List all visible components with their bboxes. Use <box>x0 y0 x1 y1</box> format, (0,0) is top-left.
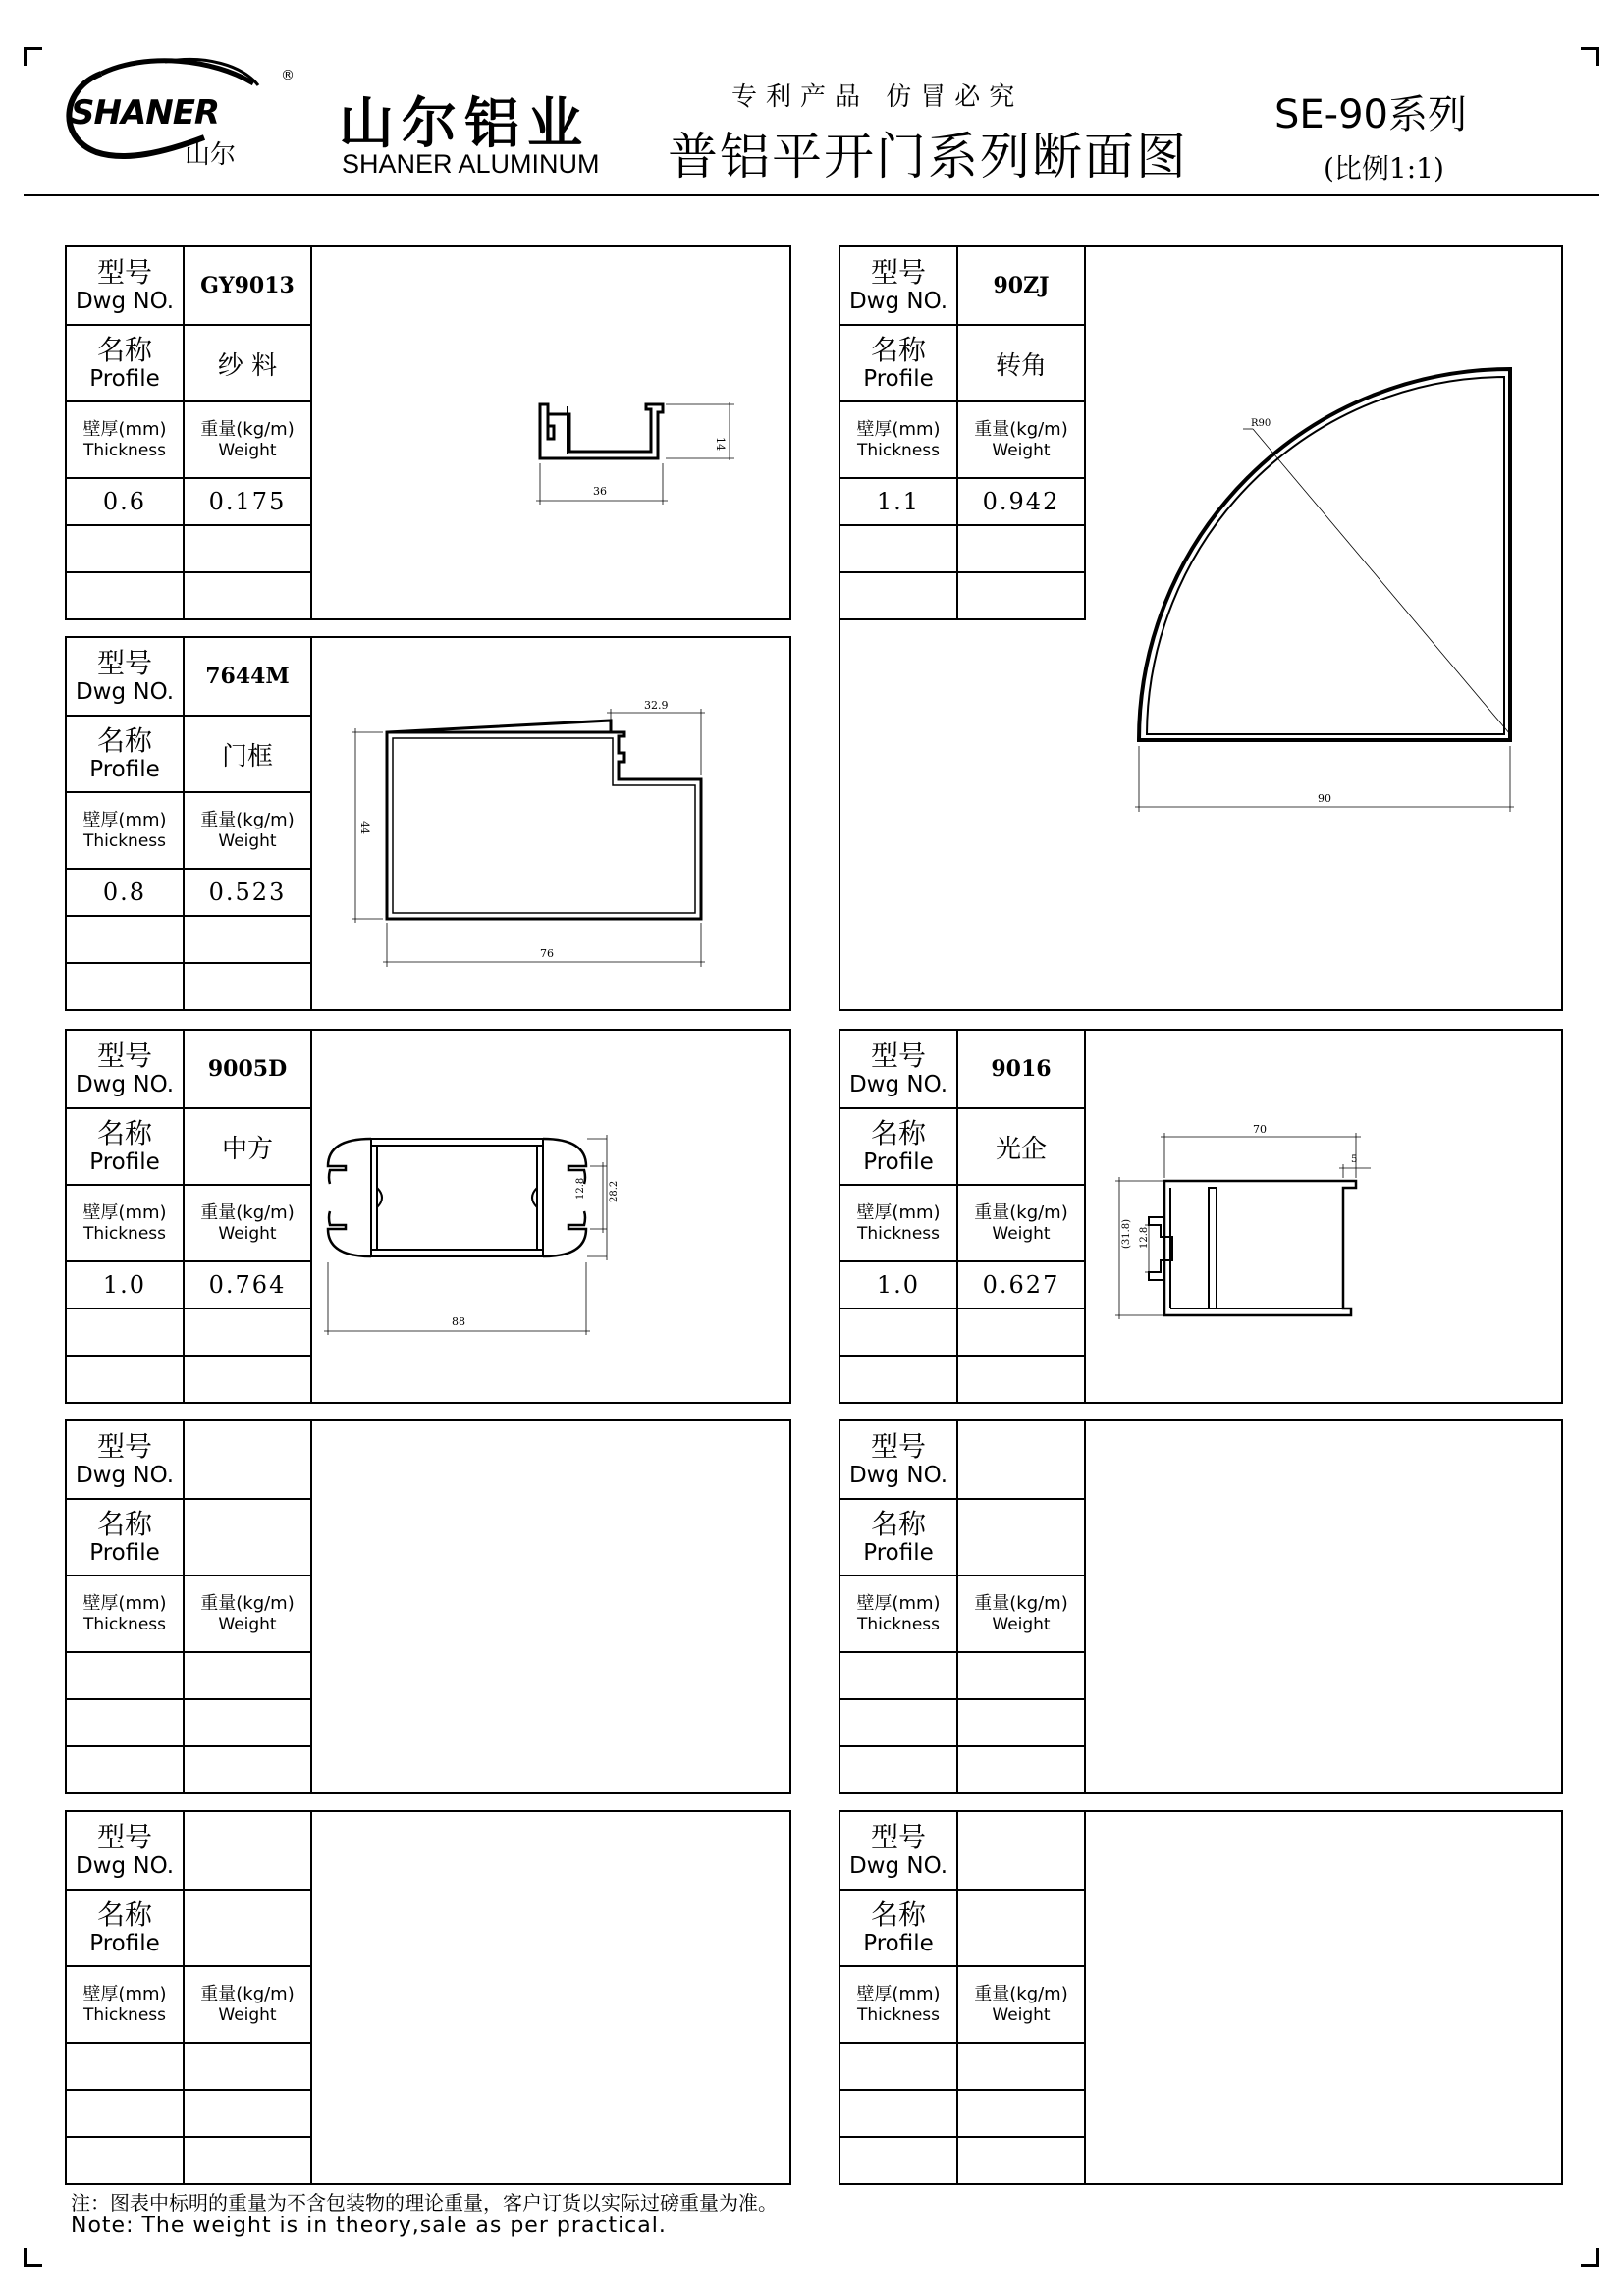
dwg-label: 型号 Dwg NO. <box>840 1031 958 1109</box>
profile-value: 光企 <box>958 1109 1086 1186</box>
profile-panel-gy9013 <box>65 245 791 620</box>
logo-cn-text: 山尔 <box>185 140 237 170</box>
thickness-value <box>67 1653 185 1700</box>
profile-label: 名称 Profile <box>840 1891 958 1967</box>
thickness-label: 壁厚(mm) Thickness <box>67 402 185 479</box>
spec-table <box>67 1812 310 2183</box>
profile-value <box>185 1891 312 1967</box>
empty-cell <box>958 1700 1086 1747</box>
empty-cell <box>185 917 312 964</box>
company-logo <box>57 54 295 172</box>
weight-value <box>958 1653 1086 1700</box>
dwg-label: 型号 Dwg NO. <box>67 638 185 717</box>
thickness-value <box>840 2044 958 2091</box>
weight-value: 0.627 <box>958 1262 1086 1309</box>
weight-value <box>185 1653 312 1700</box>
profile-label: 名称 Profile <box>840 1109 958 1186</box>
empty-cell <box>958 1309 1086 1357</box>
profile-label: 名称 Profile <box>840 326 958 402</box>
profile-drawing-7644m <box>312 638 789 1009</box>
footer-note-cn: 注：图表中标明的重量为不含包装物的理论重量，客户订货以实际过磅重量为准。 <box>71 2191 778 2215</box>
spec-table <box>840 1031 1084 1402</box>
empty-cell <box>958 1357 1086 1404</box>
weight-label: 重量(kg/m) Weight <box>958 1967 1086 2044</box>
empty-cell <box>67 917 185 964</box>
dwg-label: 型号 Dwg NO. <box>67 1421 185 1500</box>
empty-cell <box>67 573 185 620</box>
empty-cell <box>185 1357 312 1404</box>
empty-cell <box>185 526 312 573</box>
profile-panel-empty <box>839 1810 1563 2185</box>
profile-value <box>958 1500 1086 1576</box>
empty-cell <box>185 1700 312 1747</box>
registered-mark: ® <box>281 68 295 83</box>
empty-cell <box>840 1747 958 1794</box>
empty-cell <box>67 1700 185 1747</box>
empty-cell <box>185 573 312 620</box>
profile-label: 名称 Profile <box>67 1891 185 1967</box>
thickness-label: 壁厚(mm) Thickness <box>67 793 185 870</box>
empty-cell <box>840 1357 958 1404</box>
empty-cell <box>67 1357 185 1404</box>
empty-cell <box>185 964 312 1011</box>
profile-panel-9005d <box>65 1029 791 1404</box>
empty-cell <box>840 1309 958 1357</box>
profile-value <box>185 1500 312 1576</box>
empty-cell <box>958 2091 1086 2138</box>
crop-mark-top-left <box>24 47 42 66</box>
dim-height-label: 44 <box>358 821 371 834</box>
thickness-value: 0.8 <box>67 870 185 917</box>
profile-value: 转角 <box>958 326 1086 402</box>
crop-mark-bottom-left <box>24 2248 42 2267</box>
crop-mark-top-right <box>1581 47 1599 66</box>
empty-cell <box>67 2091 185 2138</box>
empty-cell <box>840 1700 958 1747</box>
empty-cell <box>185 2091 312 2138</box>
dim-height-label: 28.2 <box>609 1180 620 1202</box>
weight-label: 重量(kg/m) Weight <box>958 1576 1086 1653</box>
series-label: SE-90系列 <box>1274 92 1467 137</box>
dim-width-label: 76 <box>540 947 554 960</box>
dwg-label: 型号 Dwg NO. <box>840 247 958 326</box>
profile-value: 纱 料 <box>185 326 312 402</box>
thickness-label: 壁厚(mm) Thickness <box>67 1576 185 1653</box>
thickness-label: 壁厚(mm) Thickness <box>840 402 958 479</box>
thickness-label: 壁厚(mm) Thickness <box>67 1186 185 1262</box>
empty-cell <box>67 1309 185 1357</box>
dim-width-label: 88 <box>452 1315 465 1328</box>
spec-table <box>67 247 310 618</box>
weight-label: 重量(kg/m) Weight <box>185 1186 312 1262</box>
empty-cell <box>67 2138 185 2185</box>
thickness-label: 壁厚(mm) Thickness <box>840 1967 958 2044</box>
dwg-label: 型号 Dwg NO. <box>67 1031 185 1109</box>
weight-label: 重量(kg/m) Weight <box>185 1576 312 1653</box>
brand-name-cn: 山尔铝业 <box>339 92 590 156</box>
spec-table <box>840 1421 1084 1792</box>
dim-radius-label: R90 <box>1251 418 1271 429</box>
profile-drawing-gy9013 <box>312 247 789 618</box>
dwg-value: 7644M <box>185 638 312 717</box>
empty-cell <box>840 2138 958 2185</box>
empty-cell <box>958 1747 1086 1794</box>
empty-cell <box>185 2138 312 2185</box>
profile-panel-9016 <box>839 1029 1563 1404</box>
weight-value <box>958 2044 1086 2091</box>
dwg-label: 型号 Dwg NO. <box>67 247 185 326</box>
weight-label: 重量(kg/m) Weight <box>185 793 312 870</box>
empty-cell <box>958 2138 1086 2185</box>
crop-mark-bottom-right <box>1581 2248 1599 2267</box>
profile-label: 名称 Profile <box>67 326 185 402</box>
empty-cell <box>185 1747 312 1794</box>
dwg-value: GY9013 <box>185 247 312 326</box>
weight-value: 0.175 <box>185 479 312 526</box>
empty-cell <box>840 2091 958 2138</box>
spec-table <box>67 1031 310 1402</box>
thickness-value: 1.0 <box>67 1262 185 1309</box>
profile-panel-90zj <box>839 245 1563 1011</box>
empty-cell <box>67 526 185 573</box>
profile-value: 门框 <box>185 717 312 793</box>
thickness-value <box>840 1653 958 1700</box>
thickness-label: 壁厚(mm) Thickness <box>840 1576 958 1653</box>
empty-cell <box>185 1309 312 1357</box>
logo-text: SHANER <box>71 93 220 133</box>
thickness-value: 0.6 <box>67 479 185 526</box>
weight-value: 0.942 <box>958 479 1086 526</box>
profile-panel-empty <box>65 1419 791 1794</box>
profile-value: 中方 <box>185 1109 312 1186</box>
profile-panel-empty <box>65 1810 791 2185</box>
profile-panel-7644m <box>65 636 791 1011</box>
profile-value <box>958 1891 1086 1967</box>
dwg-value <box>185 1812 312 1891</box>
weight-value: 0.764 <box>185 1262 312 1309</box>
dwg-value: 9005D <box>185 1031 312 1109</box>
weight-label: 重量(kg/m) Weight <box>958 402 1086 479</box>
footer-note-en: Note: The weight is in theory,sale as per practical. <box>71 2214 667 2238</box>
profile-panel-empty <box>839 1419 1563 1794</box>
dim-height-label: 14 <box>714 437 727 451</box>
header-divider <box>24 194 1599 196</box>
weight-label: 重量(kg/m) Weight <box>958 1186 1086 1262</box>
profile-drawing-90zj <box>840 247 1561 1009</box>
dim-top-label: 32.9 <box>644 699 669 712</box>
weight-value <box>185 2044 312 2091</box>
dim-height-label: (31.8) <box>1121 1218 1132 1249</box>
dwg-value: 9016 <box>958 1031 1086 1109</box>
dwg-value: 90ZJ <box>958 247 1086 326</box>
weight-label: 重量(kg/m) Weight <box>185 1967 312 2044</box>
thickness-label: 壁厚(mm) Thickness <box>840 1186 958 1262</box>
profile-label: 名称 Profile <box>840 1500 958 1576</box>
profile-label: 名称 Profile <box>67 1500 185 1576</box>
patent-notice: 专利产品 仿冒必究 <box>731 82 1024 112</box>
spec-table <box>840 1812 1084 2183</box>
thickness-value: 1.0 <box>840 1262 958 1309</box>
scale-label: (比例1:1) <box>1324 152 1444 185</box>
dim-width-label: 70 <box>1253 1123 1267 1136</box>
dwg-value <box>958 1812 1086 1891</box>
dwg-value <box>958 1421 1086 1500</box>
thickness-value: 1.1 <box>840 479 958 526</box>
empty-cell <box>67 1747 185 1794</box>
weight-value: 0.523 <box>185 870 312 917</box>
dim-lip-label: 5 <box>1351 1154 1358 1165</box>
empty-cell <box>67 964 185 1011</box>
spec-table <box>67 638 310 1009</box>
dwg-value <box>185 1421 312 1500</box>
thickness-value <box>67 2044 185 2091</box>
dwg-label: 型号 Dwg NO. <box>840 1421 958 1500</box>
document-title: 普铝平开门系列断面图 <box>668 129 1189 187</box>
profile-label: 名称 Profile <box>67 717 185 793</box>
dim-width-label: 36 <box>593 485 607 498</box>
dim-width-label: 90 <box>1318 792 1331 805</box>
dim-slot-label: 12.8 <box>575 1177 586 1200</box>
thickness-label: 壁厚(mm) Thickness <box>67 1967 185 2044</box>
dwg-label: 型号 Dwg NO. <box>840 1812 958 1891</box>
weight-label: 重量(kg/m) Weight <box>185 402 312 479</box>
profile-drawing-9005d <box>312 1031 789 1402</box>
dim-slot-label: 12.8 <box>1139 1226 1150 1249</box>
profile-drawing-9016 <box>1086 1031 1563 1402</box>
brand-name-en: SHANER ALUMINUM <box>342 149 600 179</box>
spec-table <box>67 1421 310 1792</box>
dwg-label: 型号 Dwg NO. <box>67 1812 185 1891</box>
profile-label: 名称 Profile <box>67 1109 185 1186</box>
